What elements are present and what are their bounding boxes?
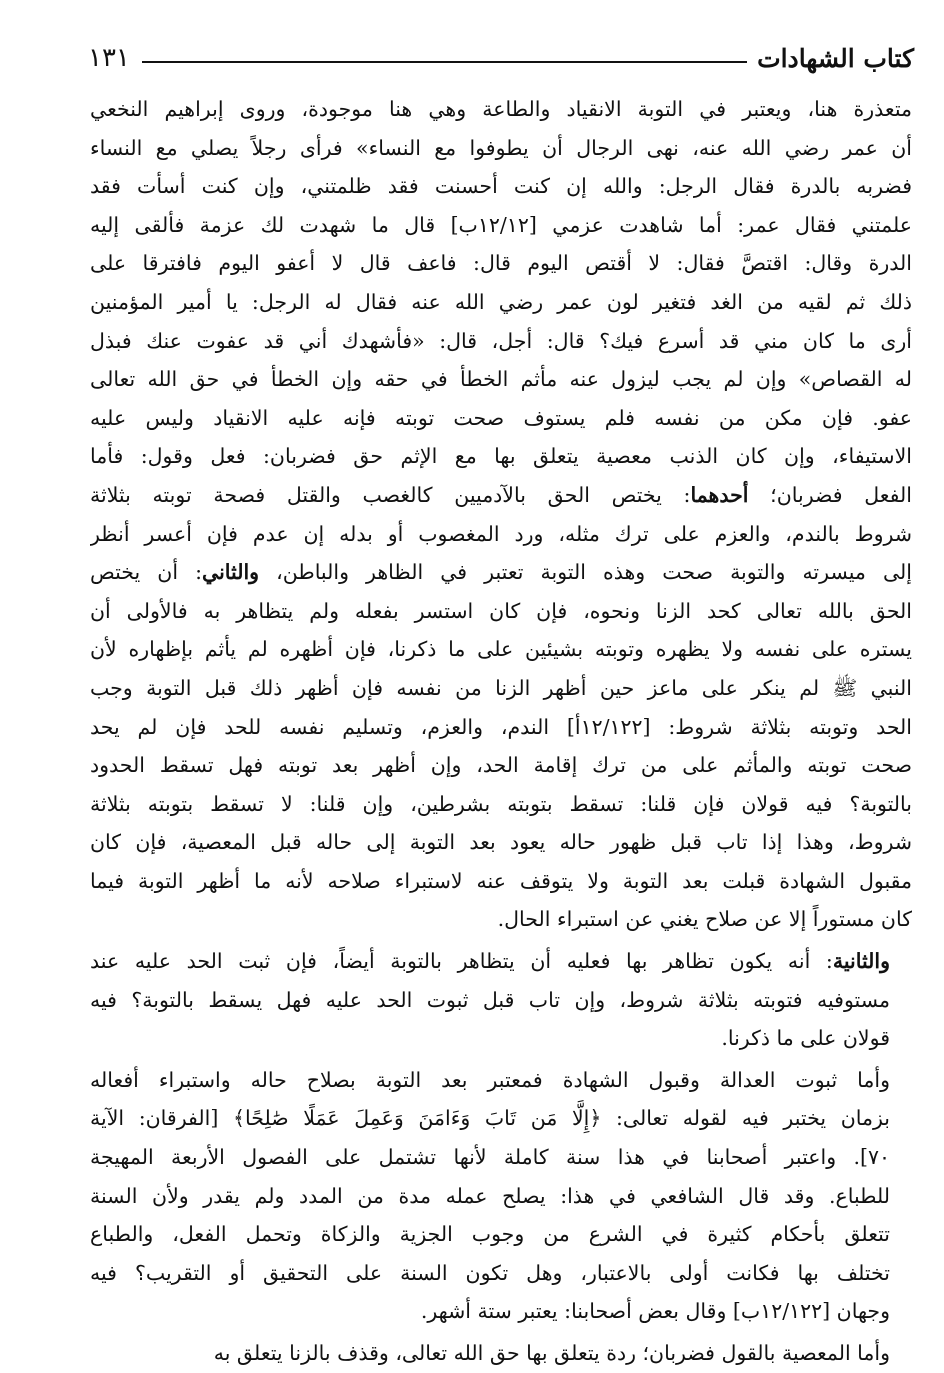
text-run: الحق بالله تعالى كحد الزنا ونحوه، فإن كان استسر بفعله ولم يتظاهر به فالأولى أن [90, 598, 912, 623]
text-run: وأما المعصية بالقول فضربان؛ ردة يتعلق بها حق الله تعالى، وقذف بالزنا يتعلق به [213, 1341, 890, 1365]
text-run: وجهان [١٢/١٢٢ب] وقال بعض أصحابنا: يعتبر ستة أشهر. [420, 1299, 890, 1324]
text-run: كان مستوراً إلا عن صلاح يغني عن استبراء الحال. [497, 907, 912, 932]
text-line [90, 1292, 912, 1331]
text-run: صحت توبته والمأثم على من ترك إقامة الحد، وإن أظهر بعد توبته فهل تسقط الحدود [90, 753, 912, 778]
text-line [90, 785, 912, 824]
text-run: ذلك ثم لقيه من الغد فتغير لون عمر رضي الله عنه فقال له الرجل: يا أمير المؤمنين [90, 289, 912, 314]
text-line [90, 862, 912, 901]
text-run: شروط، وهذا إذا تاب قبل ظهور حاله يعود بعد التوبة إلى حاله قبل المعصية، فإن كان [90, 830, 912, 855]
text-run: فضربه بالدرة فقال الرجل: والله إن كنت أحسنت فقد ظلمتني، وإن كنت أسأت فقد [90, 174, 912, 199]
text-line [90, 942, 912, 981]
text-line [90, 360, 912, 399]
text-line [90, 90, 912, 129]
text-line [90, 167, 912, 206]
paragraph [90, 90, 912, 939]
text-run: متعذرة هنا، ويعتبر في التوبة الانقياد والطاعة وهي هنا موجودة، وروى إبراهيم النخعي [90, 97, 912, 121]
text-line [90, 592, 912, 631]
text-run: الحد وتوبته بثلاثة شروط: [١٢/١٢٢أ] الندم، والعزم، وتسليم نفسه للحد فإن لم يحد [90, 714, 912, 739]
text-run: يستره على نفسه ولا يظهره وتوبته بشيئين على ما ذكرنا، فإن أظهره لم يأثم بإظهاره لأن [90, 637, 912, 662]
text-run: إلى ميسرته والتوبة صحت وهذه التوبة تعتبر في الظاهر والباطن، [259, 560, 912, 585]
text-line [90, 1099, 912, 1138]
page-body [90, 90, 912, 1373]
text-run: له القصاص» وإن لم يجب ليزول عنه مأثم الخطأ في حقه وإن الخطأ في حق الله تعالى [90, 367, 912, 392]
text-line [90, 476, 912, 515]
text-line [90, 515, 912, 554]
text-run: أرى ما كان مني قد أسرع فيك؟ قال: أجل، قال: «فأشهدك أني قد عفوت عنك فبذل [90, 328, 912, 353]
text-run: ٧٠]. واعتبر أصحابنا في هذا سنة كاملة لأنها تشتمل على الفصول الأربعة المهيجة [90, 1145, 890, 1170]
paragraph [90, 1334, 912, 1373]
paragraph [90, 942, 912, 1058]
header-rule [142, 61, 747, 63]
text-run: علمتني فقال عمر: أما شاهدت عزمي [١٢/١٢ب] قال ما شهدت لك عزمة فألقى إليه [90, 212, 912, 237]
text-run: الفعل فضربان؛ [748, 482, 912, 507]
bold-term: أحدهما [690, 482, 749, 507]
text-line [90, 630, 912, 669]
text-line [90, 1019, 912, 1058]
text-line [90, 900, 912, 939]
text-run: مقبول الشهادة قبلت بعد التوبة ولا يتوقف عنه لاستبراء صلاحه لأنه ما أظهر التوبة فيما [90, 868, 912, 893]
page-number: ١٣١ [88, 43, 130, 73]
text-line [90, 708, 912, 747]
text-line [90, 981, 912, 1020]
text-line [90, 437, 912, 476]
text-run: بالتوبة؟ فيه قولان فإن قلنا: تسقط بتوبته بشرطين، وإن قلنا: لا تسقط بتوبته بثلاثة [90, 791, 912, 816]
text-line [90, 1177, 912, 1216]
text-line [90, 1254, 912, 1293]
text-run: مستوفيه فتوبته بثلاثة شروط، وإن تاب قبل ثبوت الحد عليه فهل يسقط بالتوبة؟ فيه [90, 987, 890, 1012]
text-line [90, 322, 912, 361]
bold-term: والثاني [202, 560, 260, 585]
text-run: وأما ثبوت العدالة وقبول الشهادة فمعتبر بعد التوبة بصلاح حاله واستبراء أفعاله [90, 1067, 890, 1092]
text-line [90, 1138, 912, 1177]
text-line [90, 283, 912, 322]
text-run: : أنه يكون تظاهر بها فعليه أن يتظاهر بالتوبة أيضاً، فإن ثبت الحد عليه عند [90, 949, 833, 974]
text-run: الدرة وقال: اقتصَّ فقال: لا أقتص اليوم قال: فاعف قال لا أعفو اليوم فافترقا على [90, 251, 912, 276]
text-line [90, 206, 912, 245]
text-line [90, 553, 912, 592]
running-title: كتاب الشهادات [757, 43, 914, 73]
text-line [90, 823, 912, 862]
text-line [90, 1334, 912, 1373]
text-run: أن عمر رضي الله عنه، نهى الرجال أن يطوفوا مع النساء» فرأى رجلاً يصلي مع النساء [90, 135, 912, 160]
text-run: الاستيفاء، وإن كان الذنب معصية يتعلق بها مع الإثم حق فضربان: فعل وقول: فأما [90, 444, 912, 469]
text-run: : أن يختص [90, 560, 203, 585]
text-line [90, 129, 912, 168]
running-header [88, 38, 914, 78]
text-line [90, 746, 912, 785]
text-run: النبي ﷺ لم ينكر على ماعز حين أظهر الزنا من نفسه فإن أظهر ذلك قبل التوبة وجب [90, 675, 912, 700]
text-run: للطباع. وقد قال الشافعي في هذا: يصلح عمله مدة من المدد ولم يقدر ولأن السنة [90, 1183, 890, 1208]
text-run: : يختص الحق بالآدميين كالغصب والقتل فصحة توبته بثلاثة [90, 482, 691, 507]
text-run: تختلف بها فكانت أولى بالاعتبار، وهل تكون السنة على التحقيق أو التقريب؟ فيه [90, 1260, 890, 1285]
bold-term: والثانية [832, 949, 890, 974]
text-line [90, 669, 912, 708]
text-run: عفو. فإن مكن من نفسه فلم يستوف صحت توبته فإنه عليه الانقياد وليس عليه [90, 405, 912, 430]
text-line [90, 399, 912, 438]
text-run: تتعلق بأحكام كثيرة في الشرع من وجوب الجزية والزكاة وتحمل الفعل، والطباع [90, 1222, 890, 1247]
text-run: قولان على ما ذكرنا. [721, 1026, 890, 1051]
text-run: بزمان يختبر فيه لقوله تعالى: ﴿إِلَّا مَن تَابَ وَءَامَنَ وَعَمِلَ عَمَلًا صَٰلِحًا﴾ [الفرقان: الآية [90, 1106, 890, 1131]
paragraph [90, 1061, 912, 1331]
text-run: شروط بالندم، والعزم على ترك مثله، ورد المغصوب أو بدله إن عدم فإن أعسر أنظر [90, 521, 912, 546]
text-line [90, 1061, 912, 1100]
text-line [90, 244, 912, 283]
text-line [90, 1215, 912, 1254]
